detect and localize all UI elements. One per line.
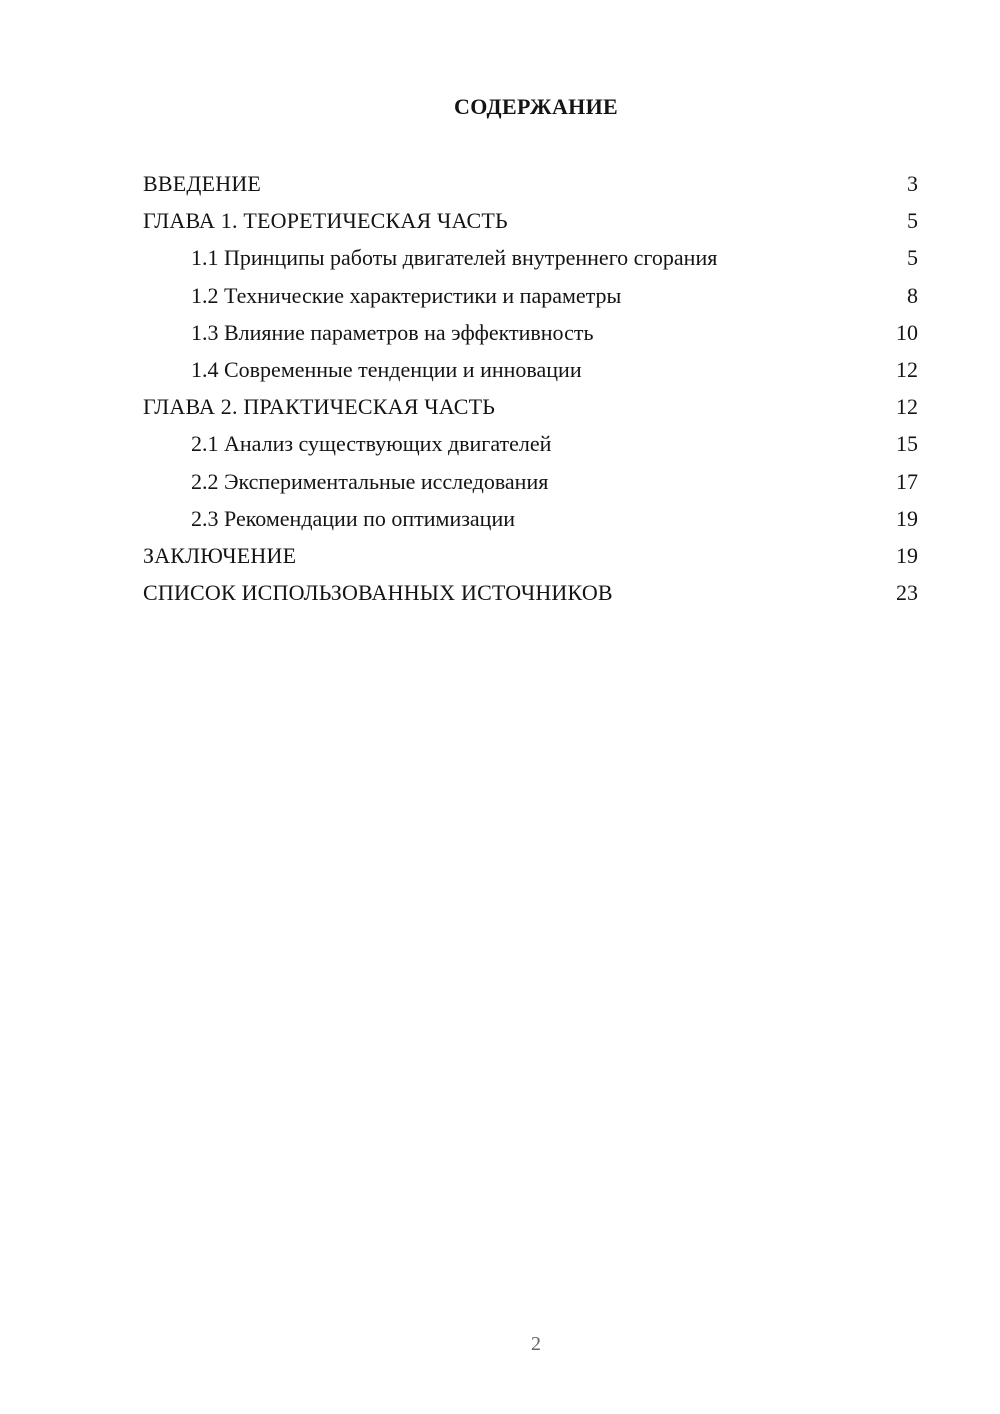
- toc-entry-label: 1.1 Принципы работы двигателей внутреннего сгорания: [191, 245, 718, 271]
- toc-entry-section-2-1[interactable]: [143, 428, 918, 465]
- toc-entry-label: 2.2 Экспериментальные исследования: [191, 468, 549, 494]
- toc-entry-section-1-1[interactable]: [143, 242, 918, 279]
- page-number: 2: [531, 1333, 541, 1355]
- toc-entry-page: 19: [896, 505, 918, 531]
- toc-entry-introduction[interactable]: [143, 168, 918, 205]
- toc-entry-label: ГЛАВА 1. ТЕОРЕТИЧЕСКАЯ ЧАСТЬ: [143, 208, 508, 234]
- toc-title: СОДЕРЖАНИЕ: [454, 94, 618, 119]
- toc-entry-page: 12: [896, 356, 918, 382]
- toc-entry-label: 2.1 Анализ существующих двигателей: [191, 431, 552, 457]
- toc-entry-page: 15: [896, 431, 918, 457]
- toc-entry-section-1-2[interactable]: [143, 280, 918, 317]
- toc-entry-chapter-2[interactable]: [143, 391, 918, 428]
- table-of-contents: [143, 168, 918, 614]
- toc-entry-section-2-2[interactable]: [143, 466, 918, 503]
- toc-entry-label: 1.2 Технические характеристики и параметры: [191, 282, 622, 308]
- toc-entry-label: 1.4 Современные тенденции и инновации: [191, 356, 582, 382]
- toc-entry-section-2-3[interactable]: [143, 503, 918, 540]
- toc-entry-section-1-4[interactable]: [143, 354, 918, 391]
- toc-entry-label: 2.3 Рекомендации по оптимизации: [191, 505, 516, 531]
- toc-entry-page: 23: [896, 580, 918, 606]
- toc-entry-label: ВВЕДЕНИЕ: [143, 171, 262, 196]
- toc-entry-references[interactable]: [143, 577, 918, 614]
- toc-entry-page: 10: [896, 319, 918, 345]
- toc-entry-page: 19: [896, 542, 918, 568]
- toc-entry-page: 8: [907, 282, 918, 308]
- toc-entry-label: 1.3 Влияние параметров на эффективность: [191, 319, 594, 345]
- toc-entry-page: 3: [907, 171, 918, 196]
- toc-entry-page: 5: [907, 208, 918, 234]
- toc-entry-conclusion[interactable]: [143, 540, 918, 577]
- toc-entry-page: 17: [896, 468, 918, 494]
- toc-entry-label: СПИСОК ИСПОЛЬЗОВАННЫХ ИСТОЧНИКОВ: [143, 580, 613, 606]
- toc-entry-page: 5: [907, 245, 918, 271]
- toc-entry-label: ГЛАВА 2. ПРАКТИЧЕСКАЯ ЧАСТЬ: [143, 394, 496, 420]
- toc-entry-page: 12: [896, 394, 918, 420]
- toc-entry-chapter-1[interactable]: [143, 205, 918, 242]
- toc-entry-label: ЗАКЛЮЧЕНИЕ: [143, 542, 297, 568]
- toc-entry-section-1-3[interactable]: [143, 317, 918, 354]
